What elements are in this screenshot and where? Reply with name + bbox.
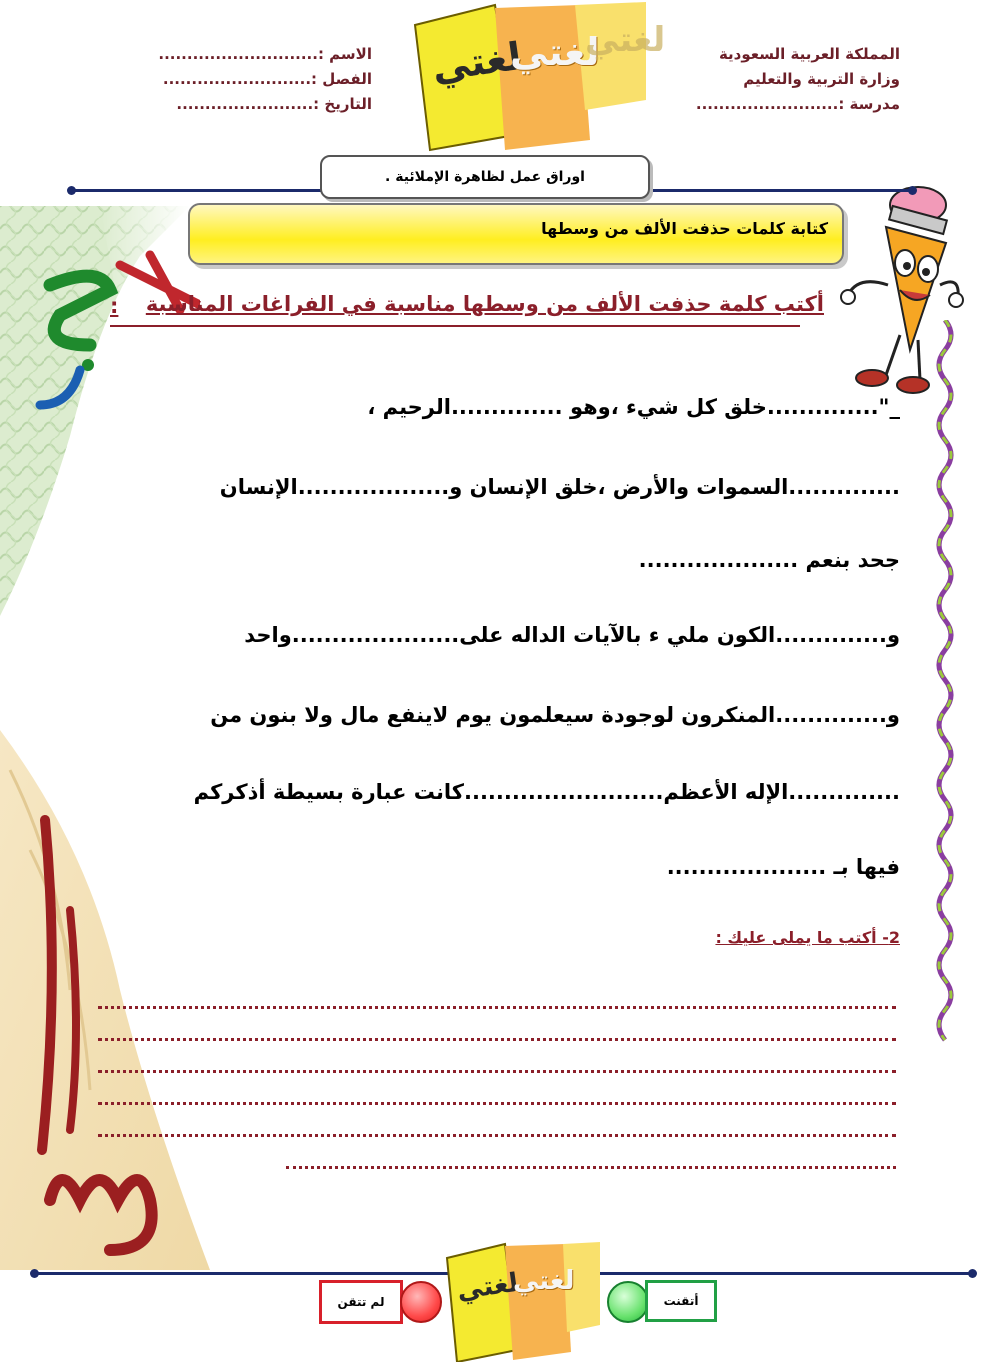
exercise-line-2: ..............السموات والأرض ،خلق الإنسان و...................الإنسان xyxy=(219,475,900,499)
exercise-line-7: فيها بـ .................... xyxy=(666,855,900,879)
mastered-button[interactable] xyxy=(645,1280,717,1322)
bottom-logo-text-2: لغتي xyxy=(513,1266,575,1296)
kingdom-label: المملكة العربية السعودية xyxy=(718,45,900,63)
lesson-title: كتابة كلمات حذفت الألف من وسطها xyxy=(541,219,828,238)
instruction-underline xyxy=(110,325,800,327)
mastered-circle[interactable] xyxy=(607,1281,649,1323)
date-field: التاريخ :........................ xyxy=(176,95,372,113)
dictation-line-6 xyxy=(286,1163,896,1169)
letters-decoration xyxy=(30,245,200,435)
dictation-line-4 xyxy=(98,1099,896,1105)
header-school-info xyxy=(640,42,900,117)
question-2-heading: 2- أكتب ما يملى عليك : xyxy=(715,928,900,947)
wavy-border-right xyxy=(925,320,965,1050)
exercise-line-1: _"..............خلق كل شيء ،وهو ..............الرحيم ، xyxy=(367,395,900,419)
class-field: الفصل :.......................... xyxy=(162,70,372,88)
dictation-line-3 xyxy=(98,1067,896,1073)
instruction-colon: : xyxy=(110,294,119,318)
bottom-divider-dot-left xyxy=(30,1269,39,1278)
dictation-line-1 xyxy=(98,1003,896,1009)
not-mastered-label: لم تتقن xyxy=(337,1295,385,1309)
lughati-logo xyxy=(410,0,666,152)
student-name-field: الاسم :............................ xyxy=(158,45,372,63)
decorative-swirl-bottom xyxy=(0,730,210,1290)
logo-text: لغتي xyxy=(429,33,525,91)
not-mastered-circle[interactable] xyxy=(400,1281,442,1323)
exercise-line-6: ..............الإله الأعظم.........................كانت عبارة بسيطة أذكركم xyxy=(193,780,900,804)
top-divider-dot-right xyxy=(908,186,917,195)
exercise-line-5: و..............المنكرون لوجودة سيعلمون يوم لاينفع مال ولا بنون من xyxy=(210,703,900,727)
lesson-title-box xyxy=(188,203,844,265)
mastered-label: أتقنت xyxy=(663,1294,699,1308)
instruction-heading: أكتب كلمة حذفت الألف من وسطها مناسبة في الفراغات المناسبة xyxy=(145,292,824,316)
worksheet-title-box xyxy=(320,155,650,199)
not-mastered-button[interactable] xyxy=(319,1280,403,1324)
top-divider-dot-left xyxy=(67,186,76,195)
exercise-line-4: و..............الكون ملي ء بالآيات الداله على.....................واحد xyxy=(244,623,900,647)
lughati-logo-bottom xyxy=(445,1240,600,1362)
logo-text-2: لغتي xyxy=(510,30,600,74)
exercise-line-3: جحد بنعم .................... xyxy=(638,548,900,572)
dictation-line-2 xyxy=(98,1035,896,1041)
bottom-logo-text: لغتي xyxy=(455,1267,521,1307)
worksheet-title: اوراق عمل لظاهرة الإملائية . xyxy=(385,169,585,185)
dictation-line-5 xyxy=(98,1131,896,1137)
school-field: مدرسة :......................... xyxy=(695,95,900,113)
logo-text-3: لغتي xyxy=(585,20,666,60)
ministry-label: وزارة التربية والتعليم xyxy=(743,70,900,88)
header-student-info xyxy=(132,42,372,117)
bottom-divider-dot-right xyxy=(968,1269,977,1278)
